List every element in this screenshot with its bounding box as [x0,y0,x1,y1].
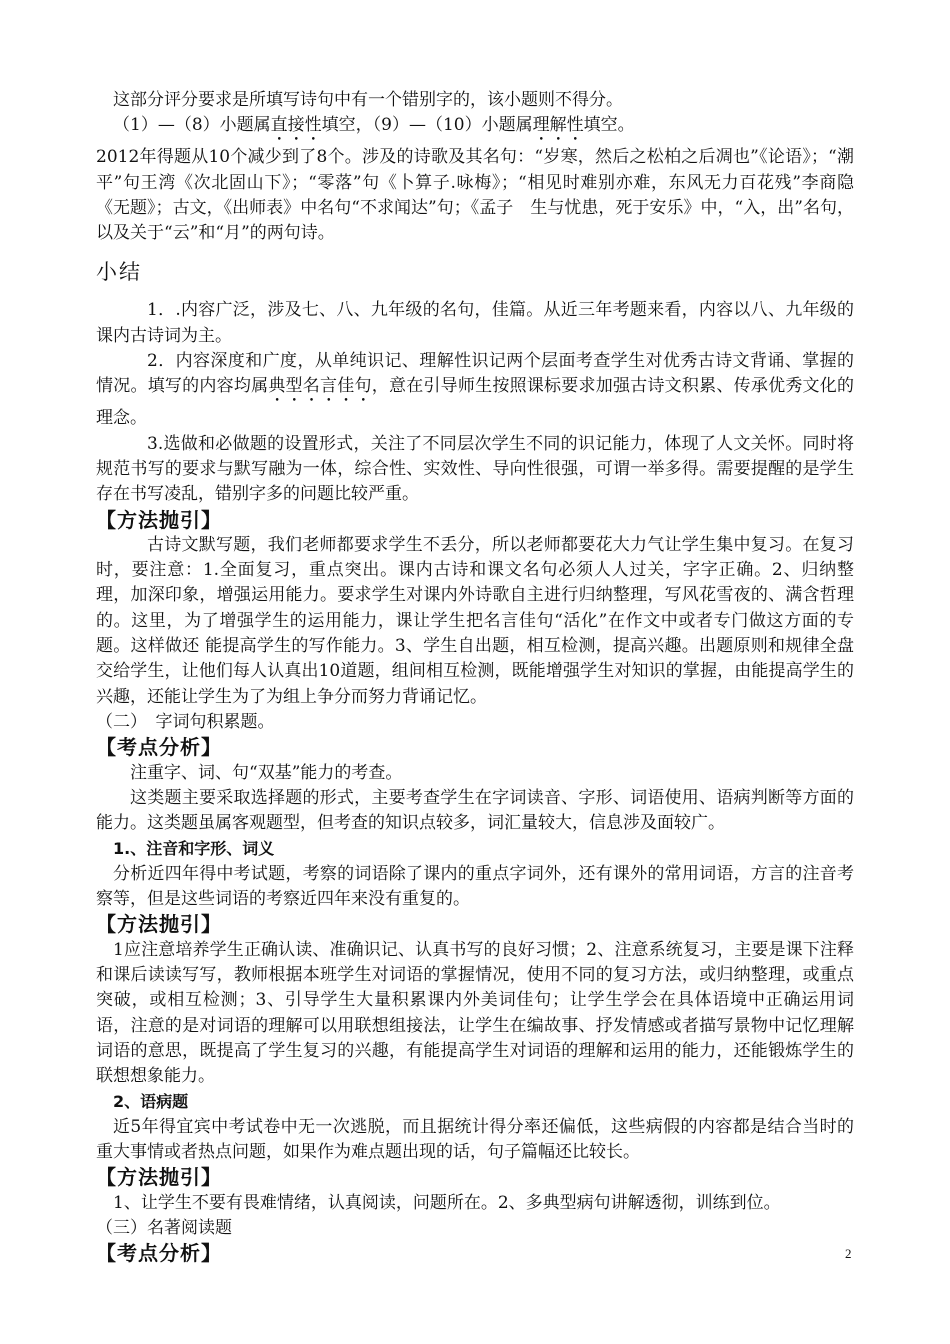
analysis-paragraph-2: 这类题主要采取选择题的形式，主要考查学生在字词读音、字形、词语使用、语病判断等方面的能力。这类题虽属客观题型，但考查的知识点较多，词汇量较大，信息涉及面较广。 [96,787,854,834]
analysis-line-1: 注重字、词、句“双基”能力的考查。 [130,762,403,783]
summary-point-2: 2．内容深度和广度，从单纯识记、理解性识记两个层面考查学生对优秀古诗文背诵、掌握的情况。填写的内容均属典型名言佳句，意在引导师生按照课标要求加强古诗文积累、传承优秀文化的理念。 [96,351,855,429]
emphasis-famous-sayings: 典型名言佳句 [268,376,372,397]
page-number: 2 [845,1246,852,1261]
summary-point-1: 1．.内容广泛，涉及七、八、九年级的名句，佳篇。从近三年考题来看，内容以八、九年级的课内古诗词为主。 [96,300,854,346]
subsection-1-text: 分析近四年得中考试题，考察的词语除了课内的重点字词外，还有课外的常用词语，方言的注音考察等，但是这些词语的考察近四年来没有重复的。 [96,863,854,910]
poems-2012-paragraph: 2012年得题从10个减少到了8个。涉及的诗歌及其名句：“岁寒，然后之松柏之后凋也”《论语》；“潮平”句王湾《次北固山下》；“零落”句《卜算子.咏梅》；“相见时难别亦难，东风无力百花残”李商隐《无题》；古文，《出师表》中名句“不求闻达”句；《孟子 生与忧患，死于安乐》中，“入，出”名句，以及关于“云”和“月”的两句诗。 [96,147,854,244]
summary-heading: 小结 [96,260,142,285]
method-paragraph-3: 1、让学生不要有畏难情绪，认真阅读，问题所在。2、多典型病句讲解透彻，训练到位。 [113,1192,781,1213]
question-type-paragraph: （1）—（8）小题属直接性填空，（9）—（10）小题属理解性填空。 [113,115,635,136]
analysis-heading-1: 【考点分析】 [96,735,222,760]
method-heading-3: 【方法抛引】 [96,1165,222,1190]
section-3-title: （三）名著阅读题 [96,1217,232,1238]
method-paragraph-1: 古诗文默写题，我们老师都要求学生不丢分，所以老师都要花大力气让学生集中复习。在复习时，要注意：1.全面复习，重点突出。课内古诗和课文名句必须人人过关，字字正确。2、归纳整理，加深印象，增强运用能力。要求学生对课内外诗歌自主进行归纳整理，写风花雪夜的、满含哲理的。这里，为了增强学生的运用能力，课让学生把名言佳句“活化”在作文中或者专门做这方面的专题。这样做还 能提高学生的写作能力。3、学生自出题，相互检测，提高兴趣。出题原则和规律全盘交给学生，让他们每人认真出10道题，组间相互检测，既能增强学生对知识的掌握，由能提高学生的兴趣，还能让学生为了为组上争分而努力背诵记忆。 [96,534,854,707]
emphasis-understanding: 理解性 [532,115,584,136]
scoring-rule-paragraph: 这部分评分要求是所填写诗句中有一个错别字的，该小题则不得分。 [113,90,623,110]
emphasis-direct: 直接性 [270,115,322,136]
document-page [96,88,854,1266]
analysis-heading-2: 【考点分析】 [96,1241,222,1266]
method-heading-1: 【方法抛引】 [96,507,222,532]
summary-point-3: 3.选做和必做题的设置形式，关注了不同层次学生不同的识记能力，体现了人文关怀。同时将规范书写的要求与默写融为一体，综合性、实效性、导向性很强，可谓一举多得。需要提醒的是学生存在书写凌乱，错别字多的问题比较严重。 [96,433,854,505]
method-heading-2: 【方法抛引】 [96,912,222,937]
method-paragraph-2: 1应注意培养学生正确认读、准确识记、认真书写的良好习惯；2、注意系统复习，主要是课下注释和课后读读写写，教师根据本班学生对词语的掌握情况，使用不同的复习方法，或归纳整理，或重点突破，或相互检测；3、引导学生大量积累课内外美词佳句；让学生学会在具体语境中正确运用词语，注意的是对词语的理解可以用联想组接法，让学生在编故事、抒发情感或者描写景物中记忆理解词语的意思，既提高了学生复习的兴趣，有能提高学生对词语的理解和运用的能力，还能锻炼学生的联想想象能力。 [96,939,854,1087]
subsection-2-title: 2、语病题 [113,1092,189,1112]
subsection-1-title: 1.、注音和字形、词义 [113,839,275,859]
section-2-title: （二） 字词句积累题。 [96,711,275,732]
subsection-2-text: 近5年得宜宾中考试卷中无一次逃脱，而且据统计得分率还偏低，这些病假的内容都是结合当时的重大事情或者热点问题，如果作为难点题出现的话，句子篇幅还比较长。 [96,1116,854,1162]
